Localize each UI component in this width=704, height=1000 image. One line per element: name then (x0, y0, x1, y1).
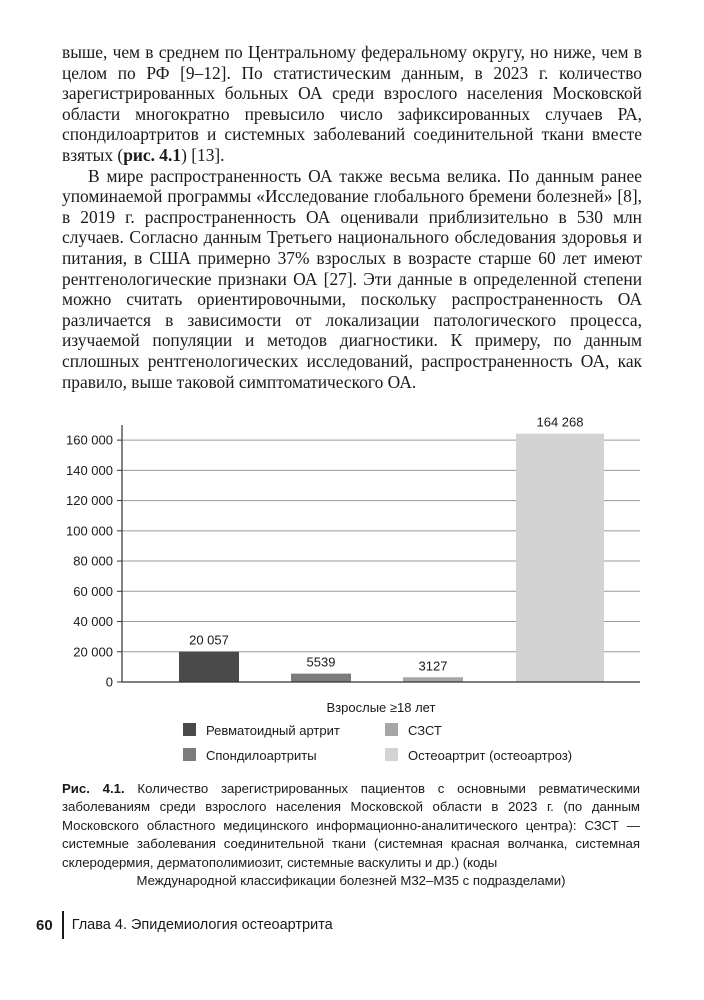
legend-swatch (385, 723, 398, 736)
data-label: 164 268 (536, 414, 584, 430)
y-tick-label: 80 000 (73, 553, 113, 569)
legend-label: Ревматоидный артрит (206, 723, 340, 738)
bar (291, 674, 351, 682)
data-label: 20 057 (189, 632, 229, 648)
data-label: 3127 (418, 658, 448, 674)
figure-caption (62, 780, 640, 890)
y-tick-label: 140 000 (66, 462, 113, 478)
legend-label: Остеоартрит (остеоартроз) (408, 748, 573, 763)
page-number: 60 (36, 916, 53, 934)
bar (516, 434, 604, 682)
legend-label: Спондилоартриты (206, 748, 317, 763)
y-tick-label: 100 000 (66, 523, 113, 539)
paragraph-1: выше, чем в среднем по Центральному федеральному округу, но ниже, чем в целом по РФ [9–12]. По статистическим данным, в 2023 г. количество зарегистрированных больных ОА среди взрослого населения Московской области многократно превысило число зафиксированных случаев РА, спондилоартритов и системных заболеваний соединительной ткани вместе взятых (рис. 4.1) [13]. (62, 42, 642, 165)
figure-reference: рис. 4.1 (123, 144, 182, 165)
y-tick-label: 40 000 (73, 614, 113, 630)
y-tick-label: 20 000 (73, 644, 113, 660)
legend-swatch (183, 723, 196, 736)
caption-text: Количество зарегистрированных пациентов с основными ревматическими заболеваниям среди взрослого населения Московской области в 2023 г. (по данным Московского областного медицинского информационно-аналитического центра): СЗСТ — системные заболевания соединительной ткани (системная красная волчанка, системная склеродермия, дерматополимиозит, системные васкулиты и др.) (коды (62, 781, 641, 870)
x-axis-label: Взрослые ≥18 лет (326, 700, 436, 715)
y-tick-label: 120 000 (66, 493, 113, 509)
y-tick-label: 160 000 (66, 432, 113, 448)
caption-label: Рис. 4.1. (62, 781, 125, 796)
data-label: 5539 (306, 654, 336, 670)
caption-last-line: Международной классификации болезней М32–М35 с подразделами) (136, 873, 566, 889)
bar (179, 652, 239, 682)
paragraph-2: В мире распространенность ОА также весьма велика. По данным ранее упоминаемой программы «Исследование глобального бремени болезней» [8], в 2019 г. распространенность ОА оценивали приблизительно в 530 млн случаев. Согласно данным Третьего национального обследования здоровья и питания, в США примерно 37% взрослых в возрасте старше 60 лет имеют рентгенологические признаки ОА [27]. Эти данные в определенной степени можно считать ориентировочными, поскольку распространенность ОА различается в зависимости от локализации патологического процесса, изучаемой популяции и методов диагностики. К примеру, по данным сплошных рентгенологических исследований, распространенность ОА, как правило, выше таковой симптоматического ОА. (62, 165, 642, 392)
bar (403, 677, 463, 682)
chapter-title: Глава 4. Эпидемиология остеоартрита (71, 917, 333, 933)
legend-swatch (183, 748, 196, 761)
footer-divider (62, 911, 64, 939)
page-footer (36, 911, 333, 939)
y-tick-label: 60 000 (73, 583, 113, 599)
legend-swatch (385, 748, 398, 761)
legend-label: СЗСТ (408, 723, 442, 738)
y-tick-label: 0 (105, 674, 113, 690)
